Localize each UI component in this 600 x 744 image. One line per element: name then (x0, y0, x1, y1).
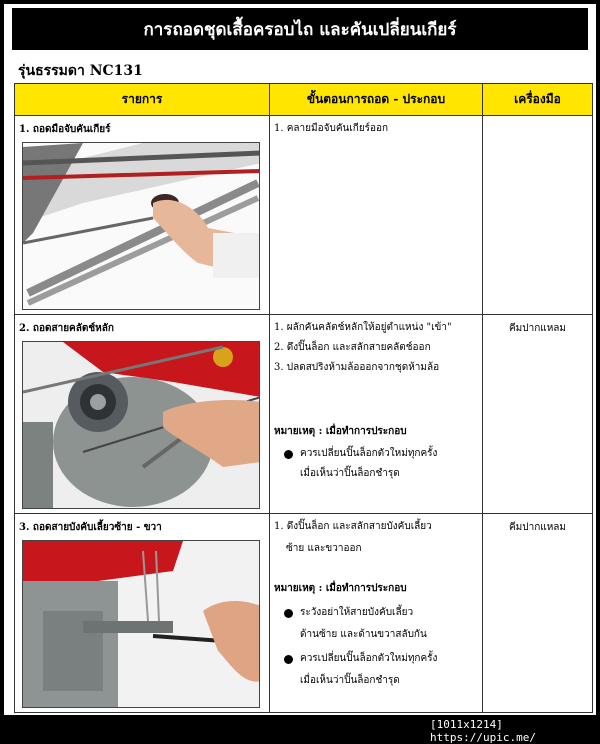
header-item: รายการ (15, 84, 270, 116)
note-heading: หมายเหตุ : เมื่อทำการประกอบ (274, 426, 407, 437)
steering-cable-photo (22, 540, 260, 708)
procedure-table (14, 83, 593, 713)
table-row (15, 315, 593, 514)
bullet-icon (284, 609, 293, 618)
item-cell (15, 315, 270, 514)
header-steps: ขั้นตอนการถอด - ประกอบ (270, 84, 483, 116)
page-title: การถอดชุดเสื้อครอบไถ และคันเปลี่ยนเกียร์ (12, 8, 588, 50)
step-1: 1. ผลักคันคลัตช์หลักให้อยู่ตำแหน่ง "เข้า" (274, 322, 452, 333)
step-2: 2. ดึงปิ๊นล็อก และสลักสายคลัตช์ออก (274, 342, 431, 353)
bullet-text-cont: เมื่อเห็นว่าปิ๊นล็อกชำรุด (300, 675, 400, 686)
steps-cell (270, 315, 483, 514)
item-cell (15, 514, 270, 713)
header-tool: เครื่องมือ (483, 84, 593, 116)
image-source-footer: [1011x1214] https://upic.me/ (430, 718, 536, 744)
bullet-text-cont: ด้านซ้าย และด้านขวาสลับกัน (300, 629, 427, 640)
tool-label: คีมปากแหลม (508, 323, 567, 334)
bullet-text: ควรเปลี่ยนปิ๊นล็อกตัวใหม่ทุกครั้ง (300, 448, 438, 459)
tool-cell (483, 116, 593, 315)
note-bullet (270, 596, 482, 620)
step-1: 1. คลายมือจับคันเกียร์ออก (274, 123, 389, 134)
item-cell (15, 116, 270, 315)
steps-cell (270, 514, 483, 713)
bullet-text-cont: เมื่อเห็นว่าปิ๊นล็อกชำรุด (300, 468, 400, 479)
item-title: 1. ถอดมือจับคันเกียร์ (19, 124, 111, 135)
bullet-icon (284, 450, 293, 459)
note-bullet (270, 642, 482, 666)
tool-label: คีมปากแหลม (508, 522, 567, 533)
step-3: 3. ปลดสปริงห้ามล้อออกจากชุดห้ามล้อ (274, 362, 440, 373)
table-row (15, 514, 593, 713)
bullet-icon (284, 655, 293, 664)
manual-page (4, 4, 596, 715)
tool-label (483, 116, 592, 122)
model-label: รุ่นธรรมดา NC131 (18, 63, 143, 79)
clutch-cable-photo (22, 341, 260, 509)
tool-cell (483, 514, 593, 713)
step-1: 1. ดึงปิ๊นล็อก และสลักสายบังคับเลี้ยว (274, 521, 432, 532)
bullet-text: ระวังอย่าให้สายบังคับเลี้ยว (300, 607, 414, 618)
item-title: 2. ถอดสายคลัตช์หลัก (19, 323, 114, 334)
item-title: 3. ถอดสายบังคับเลี้ยวซ้าย - ขวา (19, 522, 162, 533)
gear-handle-photo (22, 142, 260, 310)
table-row (15, 116, 593, 315)
bullet-text: ควรเปลี่ยนปิ๊นล็อกตัวใหม่ทุกครั้ง (300, 653, 438, 664)
tool-cell (483, 315, 593, 514)
note-heading: หมายเหตุ : เมื่อทำการประกอบ (274, 583, 407, 594)
note-bullet (270, 439, 482, 461)
step-1-cont: ซ้าย และขวาออก (286, 543, 362, 554)
steps-cell (270, 116, 483, 315)
